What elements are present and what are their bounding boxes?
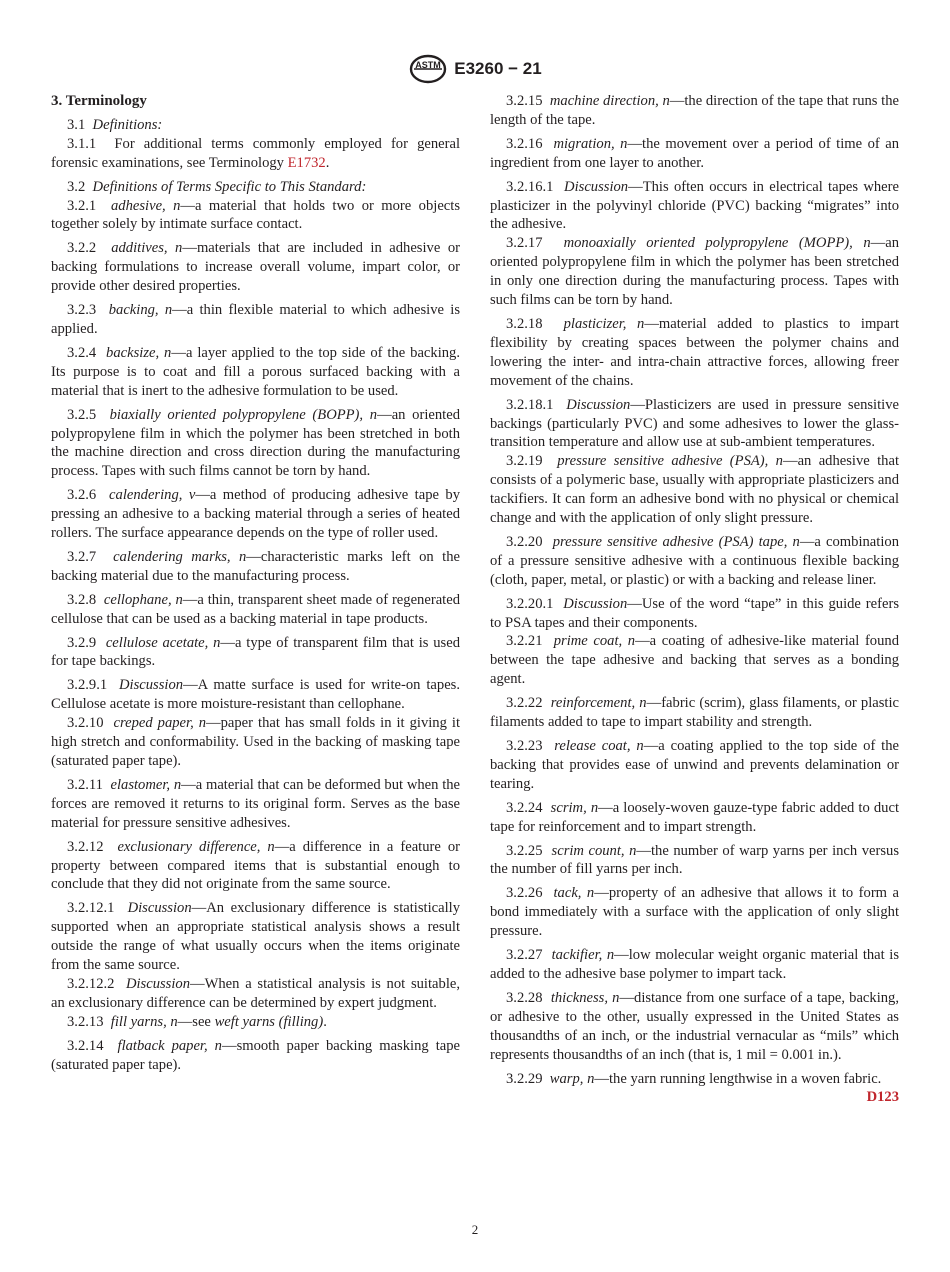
def-3-2-10: 3.2.10 creped paper, n—paper that has small folds in it giving it high stretch and conformability. Used in the backing of masking tape (saturated paper tape). [51, 715, 460, 769]
document-designation: E3260 − 21 [454, 59, 542, 78]
def-3-1-1: 3.1.1 For additional terms commonly employed for general forensic examinations, see Terminology E1732. [51, 135, 461, 171]
def-3-2-18-1: 3.2.18.1 Discussion—Plasticizers are used in pressure sensitive backings (particularly PVC) and some adhesives to lower the glass-transition temperature and allow use at sub-ambient temperatures. [490, 396, 899, 451]
def-3-2-11: 3.2.11 elastomer, n—a material that can be deformed but when the forces are removed it returns to its original form. Serves as the base material for pressure sensitive adhesives. [51, 776, 461, 831]
page-number: 2 [471, 1222, 479, 1237]
def-3-2-6: 3.2.6 calendering, v—a method of producing adhesive tape by pressing an adhesive to a backing material through a series of heated rollers. The surface appearance depends on the type of roller used. [51, 487, 461, 542]
def-3-2-17: 3.2.17 monoaxially oriented polypropylene (MOPP), n—an oriented polypropylene film in which the polymer has been stretched in only one direction during the manufacturing process. Tapes with such films can be torn by hand. [490, 235, 899, 309]
astm-logo-icon [408, 54, 448, 84]
def-3-2-15: 3.2.15 machine direction, n—the direction of the tape that runs the length of the tape. [490, 93, 899, 128]
def-3-2-21: 3.2.21 prime coat, n—a coating of adhesive-like material found between the tape adhesive and backing that serves as a bonding agent. [490, 633, 899, 688]
def-3-2-23: 3.2.23 release coat, n—a coating applied to the top side of the backing that provides ease of unwind and prevents delamination or tearing. [490, 738, 900, 792]
def-3-2-12-1: 3.2.12.1 Discussion—An exclusionary difference is statistically supported when an appropriate statistical analysis shows a result outside the range of what usually occurs when the items originate from the same source. [51, 900, 460, 974]
e1732-link[interactable]: E1732 [287, 154, 326, 171]
section-title: 3. Terminology [51, 93, 147, 109]
def-3-2-18: 3.2.18 plasticizer, n—material added to plastics to impart flexibility by creating spaces between the polymer chains and lowering the inter- and intra-chain attractive forces, allowing freer movement of the chains. [490, 315, 899, 389]
def-3-2-8: 3.2.8 cellophane, n—a thin, transparent sheet made of regenerated cellulose that can be used as a backing material in tape products. [51, 591, 460, 627]
def-3-2-22: 3.2.22 reinforcement, n—fabric (scrim), glass filaments, or plastic filaments added to tape to impart stability and strength. [490, 695, 900, 731]
def-3-2-12-2: 3.2.12.2 Discussion—When a statistical analysis is not suitable, an exclusionary difference can be determined by expert judgment. [51, 975, 461, 1011]
def-3-2-19: 3.2.19 pressure sensitive adhesive (PSA), n—an adhesive that consists of a polymeric base, usually with appropriate plasticizers and tackifiers. It can form an adhesive bond with no physical or chemical change and with the application of only slight pressure. [490, 453, 900, 527]
def-3-2-4: 3.2.4 backsize, n—a layer applied to the top side of the backing. Its purpose is to coat and fill a porous surfaced backing with a material that is inert to the adhesive formulation to be used. [51, 344, 460, 399]
def-3-2-1: 3.2.1 adhesive, n—a material that holds two or more objects together solely by intimate surface contact. [51, 197, 461, 233]
def-3-2-24: 3.2.24 scrim, n—a loosely-woven gauze-type fabric added to duct tape for reinforcement and to impart strength. [490, 799, 899, 835]
def-3-2-3: 3.2.3 backing, n—a thin flexible material to which adhesive is applied. [51, 302, 461, 337]
def-3-2-9: 3.2.9 cellulose acetate, n—a type of transparent film that is used for tape backings. [51, 634, 461, 670]
def-3-2-29: 3.2.29 warp, n—the yarn running lengthwise in a woven fabric. D123 [506, 1070, 899, 1106]
def-3-2-9-1: 3.2.9.1 Discussion—A matte surface is used for write-on tapes. Cellulose acetate is more moisture-resistant than cellophane. [51, 677, 461, 713]
def-3-2: 3.2 Definitions of Terms Specific to This Standard: [67, 178, 367, 195]
def-3-2-28: 3.2.28 thickness, n—distance from one surface of a tape, backing, or adhesive to the other, usually expressed in the United States as thousandths of an inch, or the industrial vernacular as “mils” which represents thousandths of an inch (that is, 1 mil = 0.001 in.). [490, 989, 900, 1063]
def-3-2-16: 3.2.16 migration, n—the movement over a period of time of an ingredient from one layer to another. [490, 135, 899, 171]
def-3-2-16-1: 3.2.16.1 Discussion—This often occurs in electrical tapes where plasticizer in the polyvinyl chloride (PVC) backing “migrates” into the adhesive. [490, 178, 899, 233]
right-column [490, 92, 899, 1107]
def-3-2-13: 3.2.13 fill yarns, n—see weft yarns (filling). [67, 1013, 327, 1030]
def-3-2-20-1: 3.2.20.1 Discussion—Use of the word “tape” in this guide refers to PSA tapes and their components. [490, 595, 899, 631]
def-3-2-27: 3.2.27 tackifier, n—low molecular weight organic material that is added to the adhesive base polymer to impart tack. [490, 947, 900, 982]
def-3-2-20: 3.2.20 pressure sensitive adhesive (PSA) tape, n—a combination of a pressure sensitive adhesive with a continuous flexible backing (cloth, paper, metal, or plastic) or with a backing and release liner. [490, 533, 899, 588]
left-column [51, 92, 460, 1080]
def-3-2-14: 3.2.14 flatback paper, n—smooth paper backing masking tape (saturated paper tape). [51, 1037, 460, 1073]
def-3-2-5: 3.2.5 biaxially oriented polypropylene (BOPP), n—an oriented polypropylene film in which the polymer has been stretched in both the machine direction and cross direction during the manufacturing process. Tapes with such films cannot be torn by hand. [51, 406, 460, 480]
committee-code: D123 [866, 1089, 899, 1106]
def-3-2-12: 3.2.12 exclusionary difference, n—a difference in a feature or property between compared items that is substantial enough to conclude that they did not originate from the same source. [51, 838, 460, 893]
svg-text:ASTM: ASTM [415, 60, 442, 70]
def-3-2-26: 3.2.26 tack, n—property of an adhesive that allows it to form a bond immediately with a surface with the application of only slight pressure. [490, 885, 899, 940]
def-3-1: 3.1 Definitions: [67, 116, 163, 133]
def-3-2-2: 3.2.2 additives, n—materials that are included in adhesive or backing formulations to increase overall volume, impart color, or provide other desired properties. [51, 240, 460, 295]
def-3-2-7: 3.2.7 calendering marks, n—characteristic marks left on the backing material due to the manufacturing process. [51, 548, 460, 584]
page-header [0, 54, 950, 89]
def-3-2-25: 3.2.25 scrim count, n—the number of warp yarns per inch versus the number of fill yarns per inch. [490, 842, 900, 878]
